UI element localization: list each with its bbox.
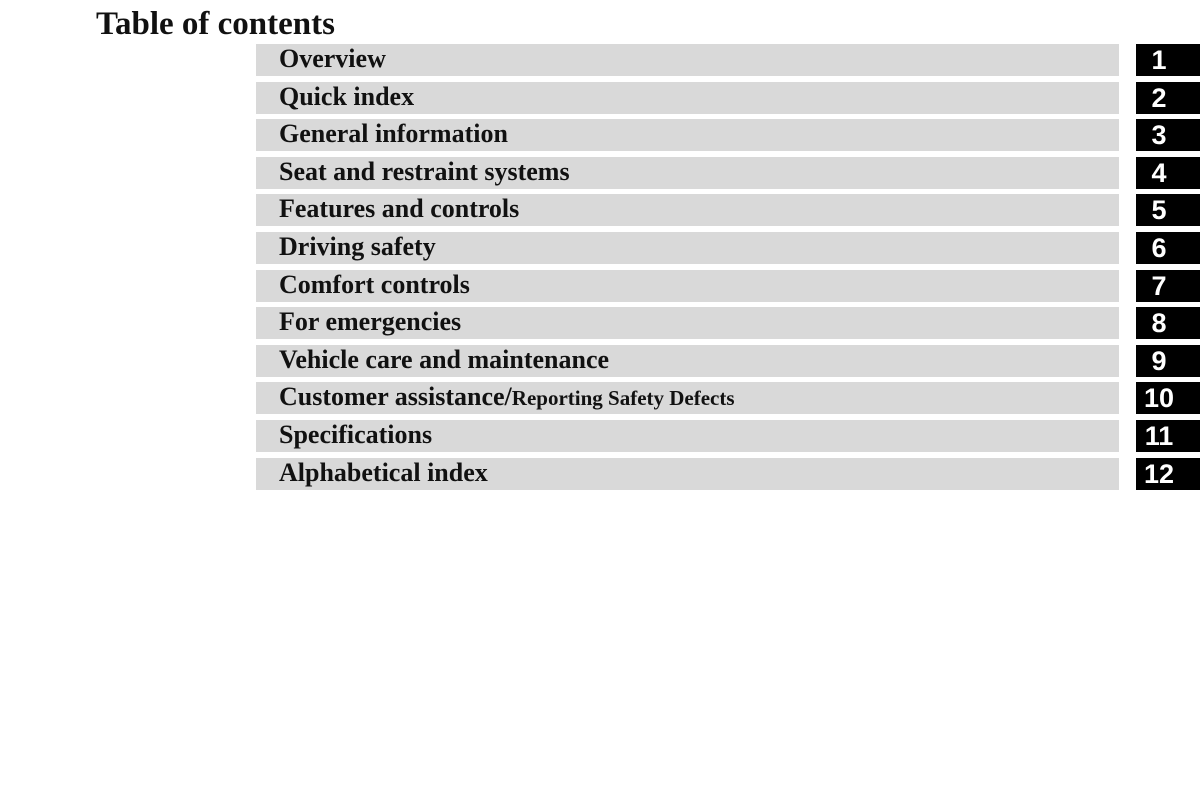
- toc-entry-label-text: Alphabetical index: [279, 457, 488, 487]
- toc-row-comfort-controls: [0, 270, 1200, 302]
- toc-entry-label: [279, 44, 386, 75]
- chapter-number: 2: [1151, 82, 1167, 113]
- toc-entry-label: [279, 194, 519, 225]
- toc-entry-label: [279, 157, 570, 188]
- page-title: Table of contents: [96, 6, 335, 42]
- chapter-number: 5: [1151, 195, 1167, 226]
- chapter-number: 1: [1151, 45, 1167, 75]
- toc-entry-label-text: Seat and restraint systems: [279, 156, 570, 186]
- toc-entry-label-text: Features and controls: [279, 194, 520, 224]
- toc-entry-label: [279, 82, 414, 113]
- toc-entry-label: [279, 307, 461, 338]
- toc-entry-vehicle-care-and-maintenance[interactable]: [256, 345, 1119, 377]
- toc-entry-label-text: General information: [279, 119, 508, 149]
- chapter-tab-6[interactable]: [1136, 232, 1200, 264]
- toc-entry-customer-assistance[interactable]: [256, 382, 1119, 414]
- chapter-number: 6: [1151, 232, 1167, 263]
- toc-entry-label: [279, 345, 609, 376]
- toc-row-vehicle-care-and-maintenance: [0, 345, 1200, 377]
- chapter-number: 3: [1151, 120, 1167, 151]
- toc-list: [0, 44, 1200, 495]
- chapter-tab-7[interactable]: [1136, 270, 1200, 302]
- chapter-tab-11[interactable]: [1136, 420, 1200, 452]
- toc-entry-label-text: For emergencies: [279, 307, 462, 337]
- chapter-number: 7: [1151, 270, 1167, 301]
- toc-entry-sublabel: Reporting Safety Defects: [511, 386, 735, 411]
- chapter-tab-3[interactable]: [1136, 119, 1200, 151]
- toc-row-specifications: [0, 420, 1200, 452]
- toc-entry-label: [279, 119, 508, 150]
- chapter-tab-8[interactable]: [1136, 307, 1200, 339]
- toc-entry-label-text: Comfort controls: [279, 269, 470, 299]
- toc-entry-alphabetical-index[interactable]: [256, 458, 1119, 490]
- toc-entry-for-emergencies[interactable]: [256, 307, 1119, 339]
- toc-entry-comfort-controls[interactable]: [256, 270, 1119, 302]
- chapter-tab-1[interactable]: [1136, 44, 1200, 76]
- chapter-number: 12: [1143, 458, 1175, 489]
- toc-entry-specifications[interactable]: [256, 420, 1119, 452]
- toc-row-driving-safety: [0, 232, 1200, 264]
- chapter-tab-5[interactable]: [1136, 194, 1200, 226]
- toc-entry-label: [279, 232, 436, 263]
- toc-entry-seat-and-restraint-systems[interactable]: [256, 157, 1119, 189]
- toc-entry-features-and-controls[interactable]: [256, 194, 1119, 226]
- toc-entry-label: [279, 458, 488, 489]
- toc-entry-label-text: Overview: [279, 44, 386, 73]
- chapter-tab-10[interactable]: [1136, 382, 1200, 414]
- chapter-tab-2[interactable]: [1136, 82, 1200, 114]
- toc-row-overview: [0, 44, 1200, 76]
- toc-entry-quick-index[interactable]: [256, 82, 1119, 114]
- toc-entry-label-text: Vehicle care and maintenance: [279, 344, 610, 374]
- chapter-number: 10: [1143, 383, 1175, 414]
- chapter-number: 4: [1151, 157, 1167, 188]
- toc-row-alphabetical-index: [0, 458, 1200, 490]
- toc-entry-label-text: Driving safety: [279, 231, 436, 261]
- toc-row-seat-and-restraint-systems: [0, 157, 1200, 189]
- chapter-number: 9: [1151, 345, 1167, 376]
- toc-row-features-and-controls: [0, 194, 1200, 226]
- chapter-number: 11: [1144, 420, 1174, 451]
- toc-entry-label-text: Quick index: [279, 81, 415, 111]
- toc-entry-driving-safety[interactable]: [256, 232, 1119, 264]
- toc-row-for-emergencies: [0, 307, 1200, 339]
- toc-entry-general-information[interactable]: [256, 119, 1119, 151]
- chapter-number: 8: [1151, 308, 1167, 339]
- chapter-tab-4[interactable]: [1136, 157, 1200, 189]
- toc-row-customer-assistance: [0, 382, 1200, 414]
- toc-entry-overview[interactable]: [256, 44, 1119, 76]
- toc-entry-label: [279, 382, 735, 413]
- toc-row-general-information: [0, 119, 1200, 151]
- toc-entry-label: [279, 420, 432, 451]
- toc-entry-label-text: Specifications: [279, 419, 433, 449]
- toc-entry-label: [279, 270, 470, 301]
- toc-entry-label-text: Customer assistance/: [279, 382, 512, 412]
- chapter-tab-12[interactable]: [1136, 458, 1200, 490]
- toc-row-quick-index: [0, 82, 1200, 114]
- chapter-tab-9[interactable]: [1136, 345, 1200, 377]
